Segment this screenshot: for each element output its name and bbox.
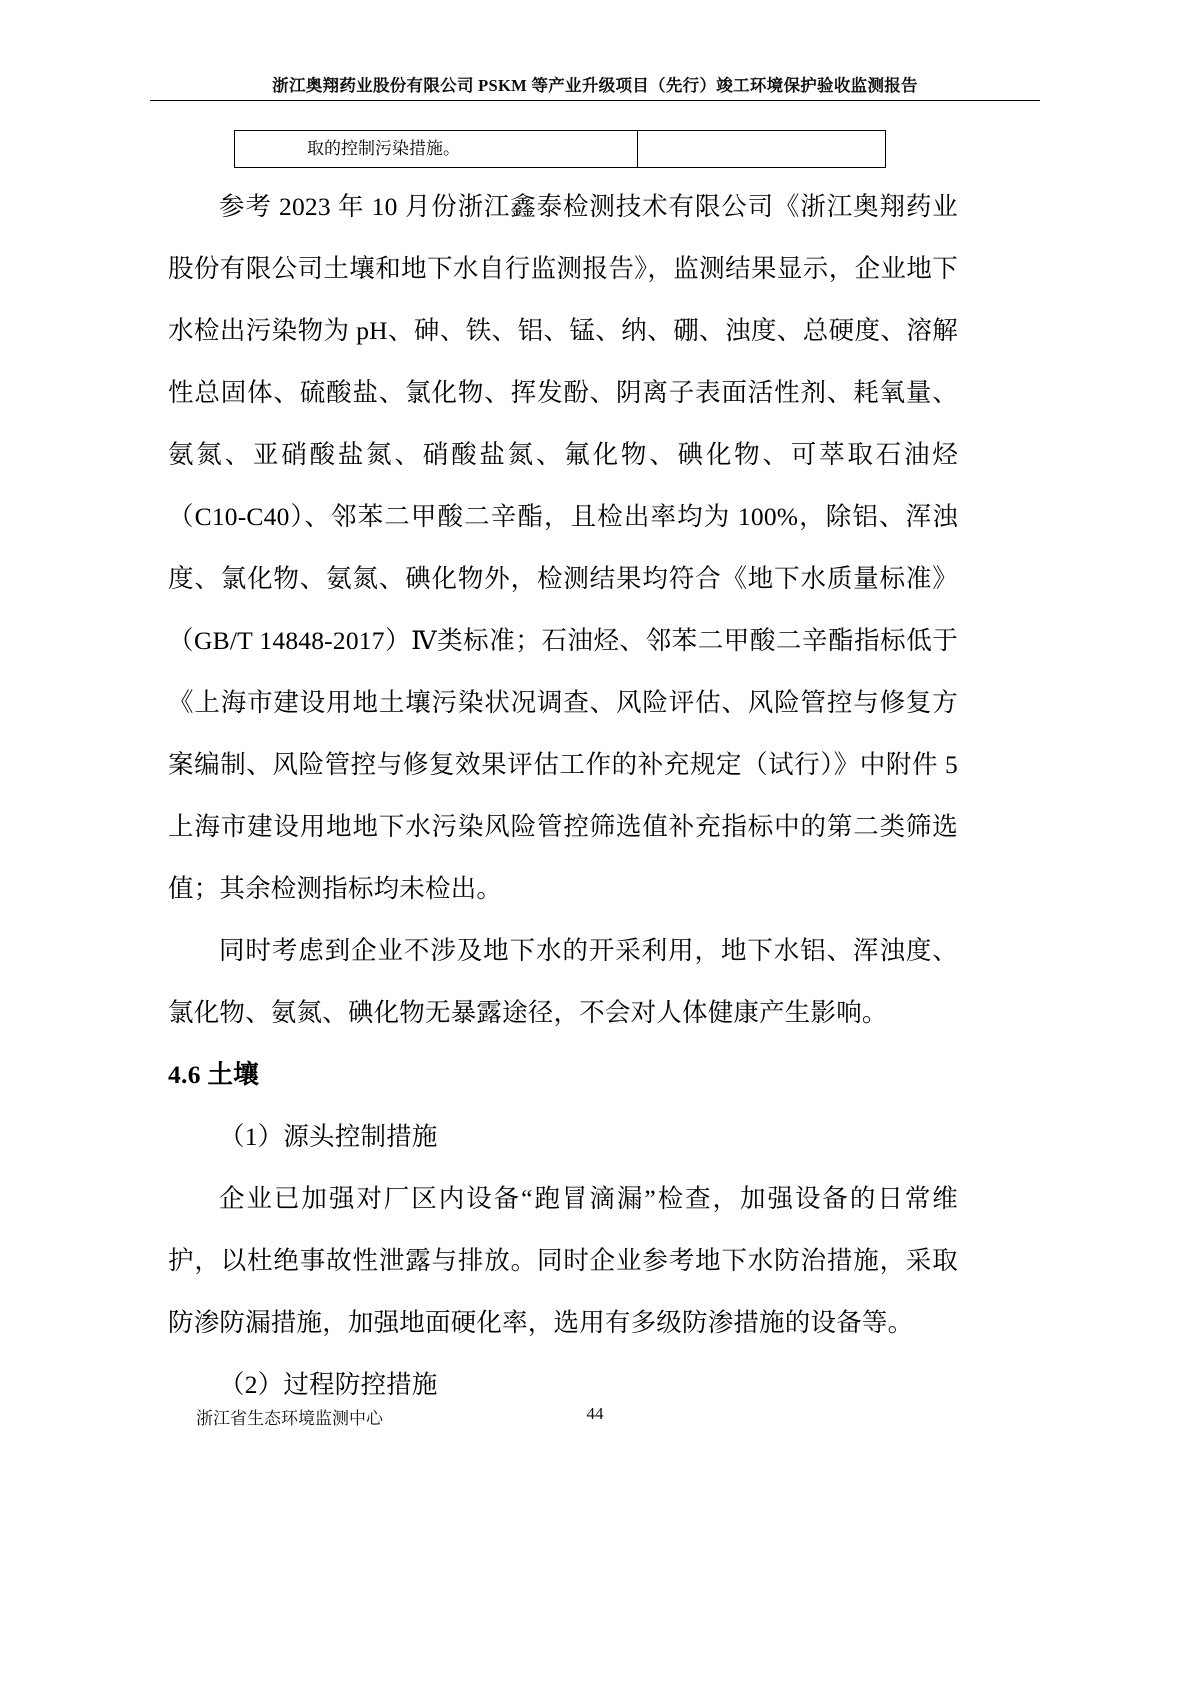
subsection-title-source-control: （1）源头控制措施 — [219, 1122, 438, 1151]
footer-page-number: 44 — [586, 1404, 604, 1423]
paragraph-groundwater-monitoring: 参考 2023 年 10 月份浙江鑫泰检测技术有限公司《浙江奥翔药业股份有限公司土壤和地下水自行监测报告》，监测结果显示，企业地下水检出污染物为 pH、砷、铁、铝、锰、纳、硼、浊度、总硬度、溶解性总固体、硫酸盐、氯化物、挥发酚、阴离子表面活性剂、耗氧量、氨氮、亚硝酸盐氮、硝酸盐氮、氟化物、碘化物、可萃取石油烃（C10-C40）、邻苯二甲酸二辛酯，且检出率均为 100%，除铝、浑浊度、氯化物、氨氮、碘化物外，检测结果均符合《地下水质量标准》（GB/T 14848-2017）Ⅳ类标准；石油烃、邻苯二甲酸二辛酯指标低于《上海市建设用地土壤污染状况调查、风险评估、风险管控与修复方案编制、风险管控与修复效果评估工作的补充规定（试行）》中附件 5 上海市建设用地地下水污染风险管控筛选值补充指标中的第二类筛选值；其余检测指标均未检出。 — [168, 192, 958, 903]
footer-organization: 浙江省生态环境监测中心 — [196, 1409, 383, 1428]
document-body — [168, 176, 958, 1416]
subsection-body-source-control: 企业已加强对厂区内设备“跑冒滴漏”检查，加强设备的日常维护，以杜绝事故性泄露与排放。同时企业参考地下水防治措施，采取防渗防漏措施，加强地面硬化率，选用有多级防渗措施的设备等。 — [168, 1184, 958, 1337]
header-divider — [150, 100, 1040, 101]
paragraph-no-exposure: 同时考虑到企业不涉及地下水的开采利用，地下水铝、浑浊度、氯化物、氨氮、碘化物无暴露途径，不会对人体健康产生影响。 — [168, 936, 958, 1027]
subsection-title-process-control: （2）过程防控措施 — [219, 1370, 438, 1399]
page-header: 浙江奥翔药业股份有限公司 PSKM 等产业升级项目（先行）竣工环境保护验收监测报告 — [272, 76, 918, 95]
section-heading-soil: 4.6 土壤 — [168, 1060, 260, 1089]
table-cell-empty — [638, 131, 886, 167]
table-fragment — [234, 130, 886, 168]
table-cell-text: 取的控制污染措施。 — [234, 131, 638, 167]
